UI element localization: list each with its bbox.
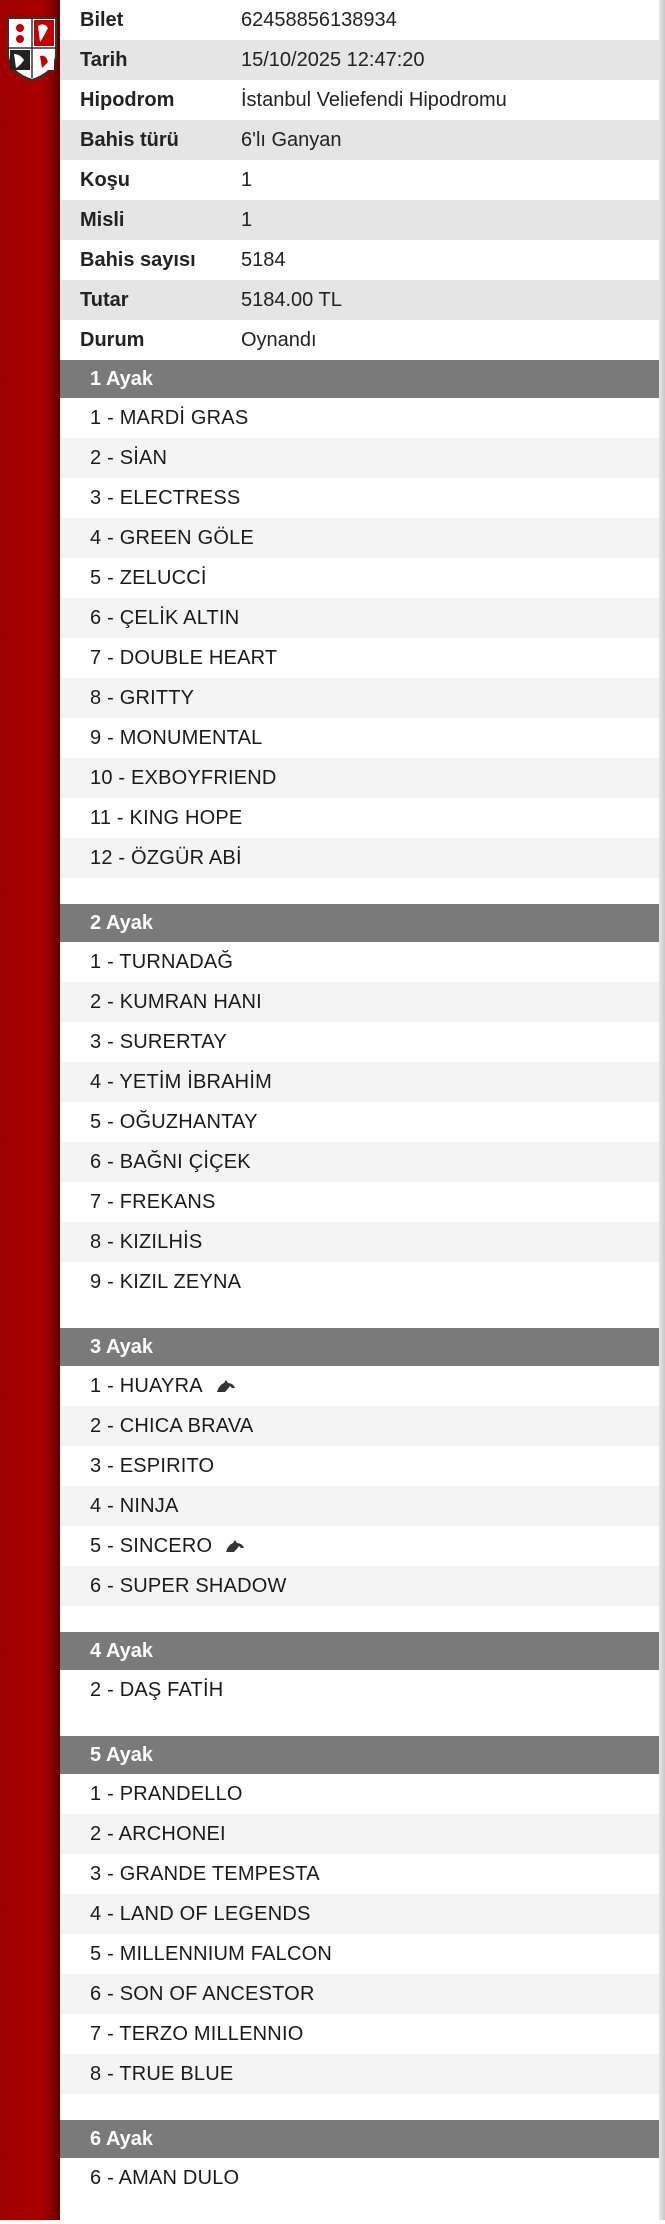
ticket-info-label: Tarih [80,48,128,71]
ayak-header: 5 Ayak [60,1736,659,1774]
horse-name: 4 - GREEN GÖLE [90,526,254,549]
horse-row [60,438,659,478]
horse-row [60,1566,659,1606]
ayak-header: 2 Ayak [60,904,659,942]
horse-icon [224,1539,246,1553]
horse-name: 1 - PRANDELLO [90,1782,243,1805]
horse-row [60,1182,659,1222]
ayak-header: 3 Ayak [60,1328,659,1366]
horse-row [60,1062,659,1102]
section-spacer [60,1606,659,1632]
horse-name: 8 - GRITTY [90,686,195,709]
horse-row [60,942,659,982]
ayak-list [60,360,659,2224]
ayak-section [60,904,659,1328]
horse-row [60,678,659,718]
ayak-header: 6 Ayak [60,2120,659,2158]
ticket-info-row [60,120,659,160]
ayak-section [60,360,659,904]
ticket-info-row [60,320,659,360]
ticket-info-row [60,240,659,280]
horse-name: 12 - ÖZGÜR ABİ [90,846,242,869]
horse-row [60,1262,659,1302]
horse-row [60,638,659,678]
horse-row [60,1222,659,1262]
horse-row [60,1142,659,1182]
ayak-section [60,1632,659,1736]
horse-row [60,838,659,878]
ticket-info-value: 5184 [241,248,286,271]
horse-row [60,598,659,638]
ticket-info-table [60,0,659,360]
ticket-info-value: 5184.00 TL [241,288,342,311]
horse-row [60,718,659,758]
horse-row [60,1446,659,1486]
horse-name: 5 - ZELUCCİ [90,566,207,589]
horse-row [60,1102,659,1142]
horse-name: 2 - KUMRAN HANI [90,990,262,1013]
horse-row [60,558,659,598]
horse-row [60,1974,659,2014]
ticket-info-row [60,80,659,120]
ticket-info-value: Oynandı [241,328,317,351]
ticket-info-row [60,160,659,200]
ticket-info-label: Hipodrom [80,88,175,111]
ticket-info-label: Tutar [80,288,129,311]
horse-name: 3 - SURERTAY [90,1030,227,1053]
ayak-header: 1 Ayak [60,360,659,398]
section-spacer [60,2094,659,2120]
horse-name: 1 - HUAYRA [90,1374,203,1397]
horse-row [60,518,659,558]
section-spacer [60,1302,659,1328]
horse-row [60,1366,659,1406]
horse-name: 7 - TERZO MILLENNIO [90,2022,304,2045]
ticket-info-label: Koşu [80,168,130,191]
horse-name: 9 - KIZIL ZEYNA [90,1270,242,1293]
horse-name: 1 - MARDİ GRAS [90,406,249,429]
ticket-info-row [60,40,659,80]
horse-name: 5 - OĞUZHANTAY [90,1110,258,1133]
scroll-edge [659,0,665,2220]
horse-name: 3 - ELECTRESS [90,486,241,509]
ticket-info-row [60,280,659,320]
section-spacer [60,2198,659,2224]
horse-name: 6 - AMAN DULO [90,2166,240,2189]
horse-name: 2 - DAŞ FATİH [90,1678,224,1701]
horse-name: 2 - CHICA BRAVA [90,1414,254,1437]
horse-name: 2 - SİAN [90,446,168,469]
section-spacer [60,1710,659,1736]
horse-row [60,798,659,838]
horse-row [60,1814,659,1854]
ayak-section [60,1328,659,1632]
horse-row [60,478,659,518]
ayak-section [60,1736,659,2120]
horse-row [60,1406,659,1446]
horse-row [60,2054,659,2094]
ticket-info-label: Bahis türü [80,128,179,151]
horse-name: 6 - BAĞNI ÇİÇEK [90,1150,251,1173]
ticket-info-value: 15/10/2025 12:47:20 [241,48,425,71]
horse-name: 1 - TURNADAĞ [90,950,234,973]
horse-row [60,2014,659,2054]
horse-row [60,1854,659,1894]
horse-name: 7 - FREKANS [90,1190,216,1213]
ayak-header: 4 Ayak [60,1632,659,1670]
ticket-info-label: Misli [80,208,125,231]
horse-name: 4 - YETİM İBRAHİM [90,1070,272,1093]
horse-row [60,398,659,438]
ticket-info-value: İstanbul Veliefendi Hipodromu [241,88,507,111]
ayak-section [60,2120,659,2224]
horse-row [60,1670,659,1710]
ticket-info-value: 6'lı Ganyan [241,128,342,151]
ticket-info-value: 1 [241,208,253,231]
horse-name: 9 - MONUMENTAL [90,726,263,749]
horse-icon [215,1379,237,1393]
ticket-content [60,0,659,2224]
horse-row [60,758,659,798]
left-sidebar [0,0,60,2220]
horse-row [60,1022,659,1062]
ticket-info-label: Bilet [80,8,124,31]
horse-name: 3 - ESPIRITO [90,1454,215,1477]
horse-name: 2 - ARCHONEI [90,1822,226,1845]
horse-name: 4 - LAND OF LEGENDS [90,1902,311,1925]
horse-name: 11 - KING HOPE [90,806,243,829]
horse-name: 6 - SON OF ANCESTOR [90,1982,315,2005]
horse-name: 3 - GRANDE TEMPESTA [90,1862,320,1885]
ticket-info-value: 1 [241,168,253,191]
ticket-info-label: Bahis sayısı [80,248,196,271]
horse-row [60,2158,659,2198]
horse-row [60,982,659,1022]
horse-name: 4 - NINJA [90,1494,179,1517]
ticket-info-row [60,200,659,240]
horse-name: 6 - ÇELİK ALTIN [90,606,240,629]
horse-name: 8 - TRUE BLUE [90,2062,234,2085]
ticket-info-value: 62458856138934 [241,8,397,31]
horse-row [60,1526,659,1566]
horse-name: 10 - EXBOYFRIEND [90,766,277,789]
horse-row [60,1774,659,1814]
horse-row [60,1934,659,1974]
horse-row [60,1486,659,1526]
horse-name: 6 - SUPER SHADOW [90,1574,287,1597]
logo-icon [4,14,60,82]
horse-name: 7 - DOUBLE HEART [90,646,278,669]
horse-name: 5 - SINCERO [90,1534,213,1557]
horse-name: 5 - MILLENNIUM FALCON [90,1942,333,1965]
horse-name: 8 - KIZILHİS [90,1230,203,1253]
ticket-info-label: Durum [80,328,145,351]
ticket-info-row [60,0,659,40]
section-spacer [60,878,659,904]
horse-row [60,1894,659,1934]
